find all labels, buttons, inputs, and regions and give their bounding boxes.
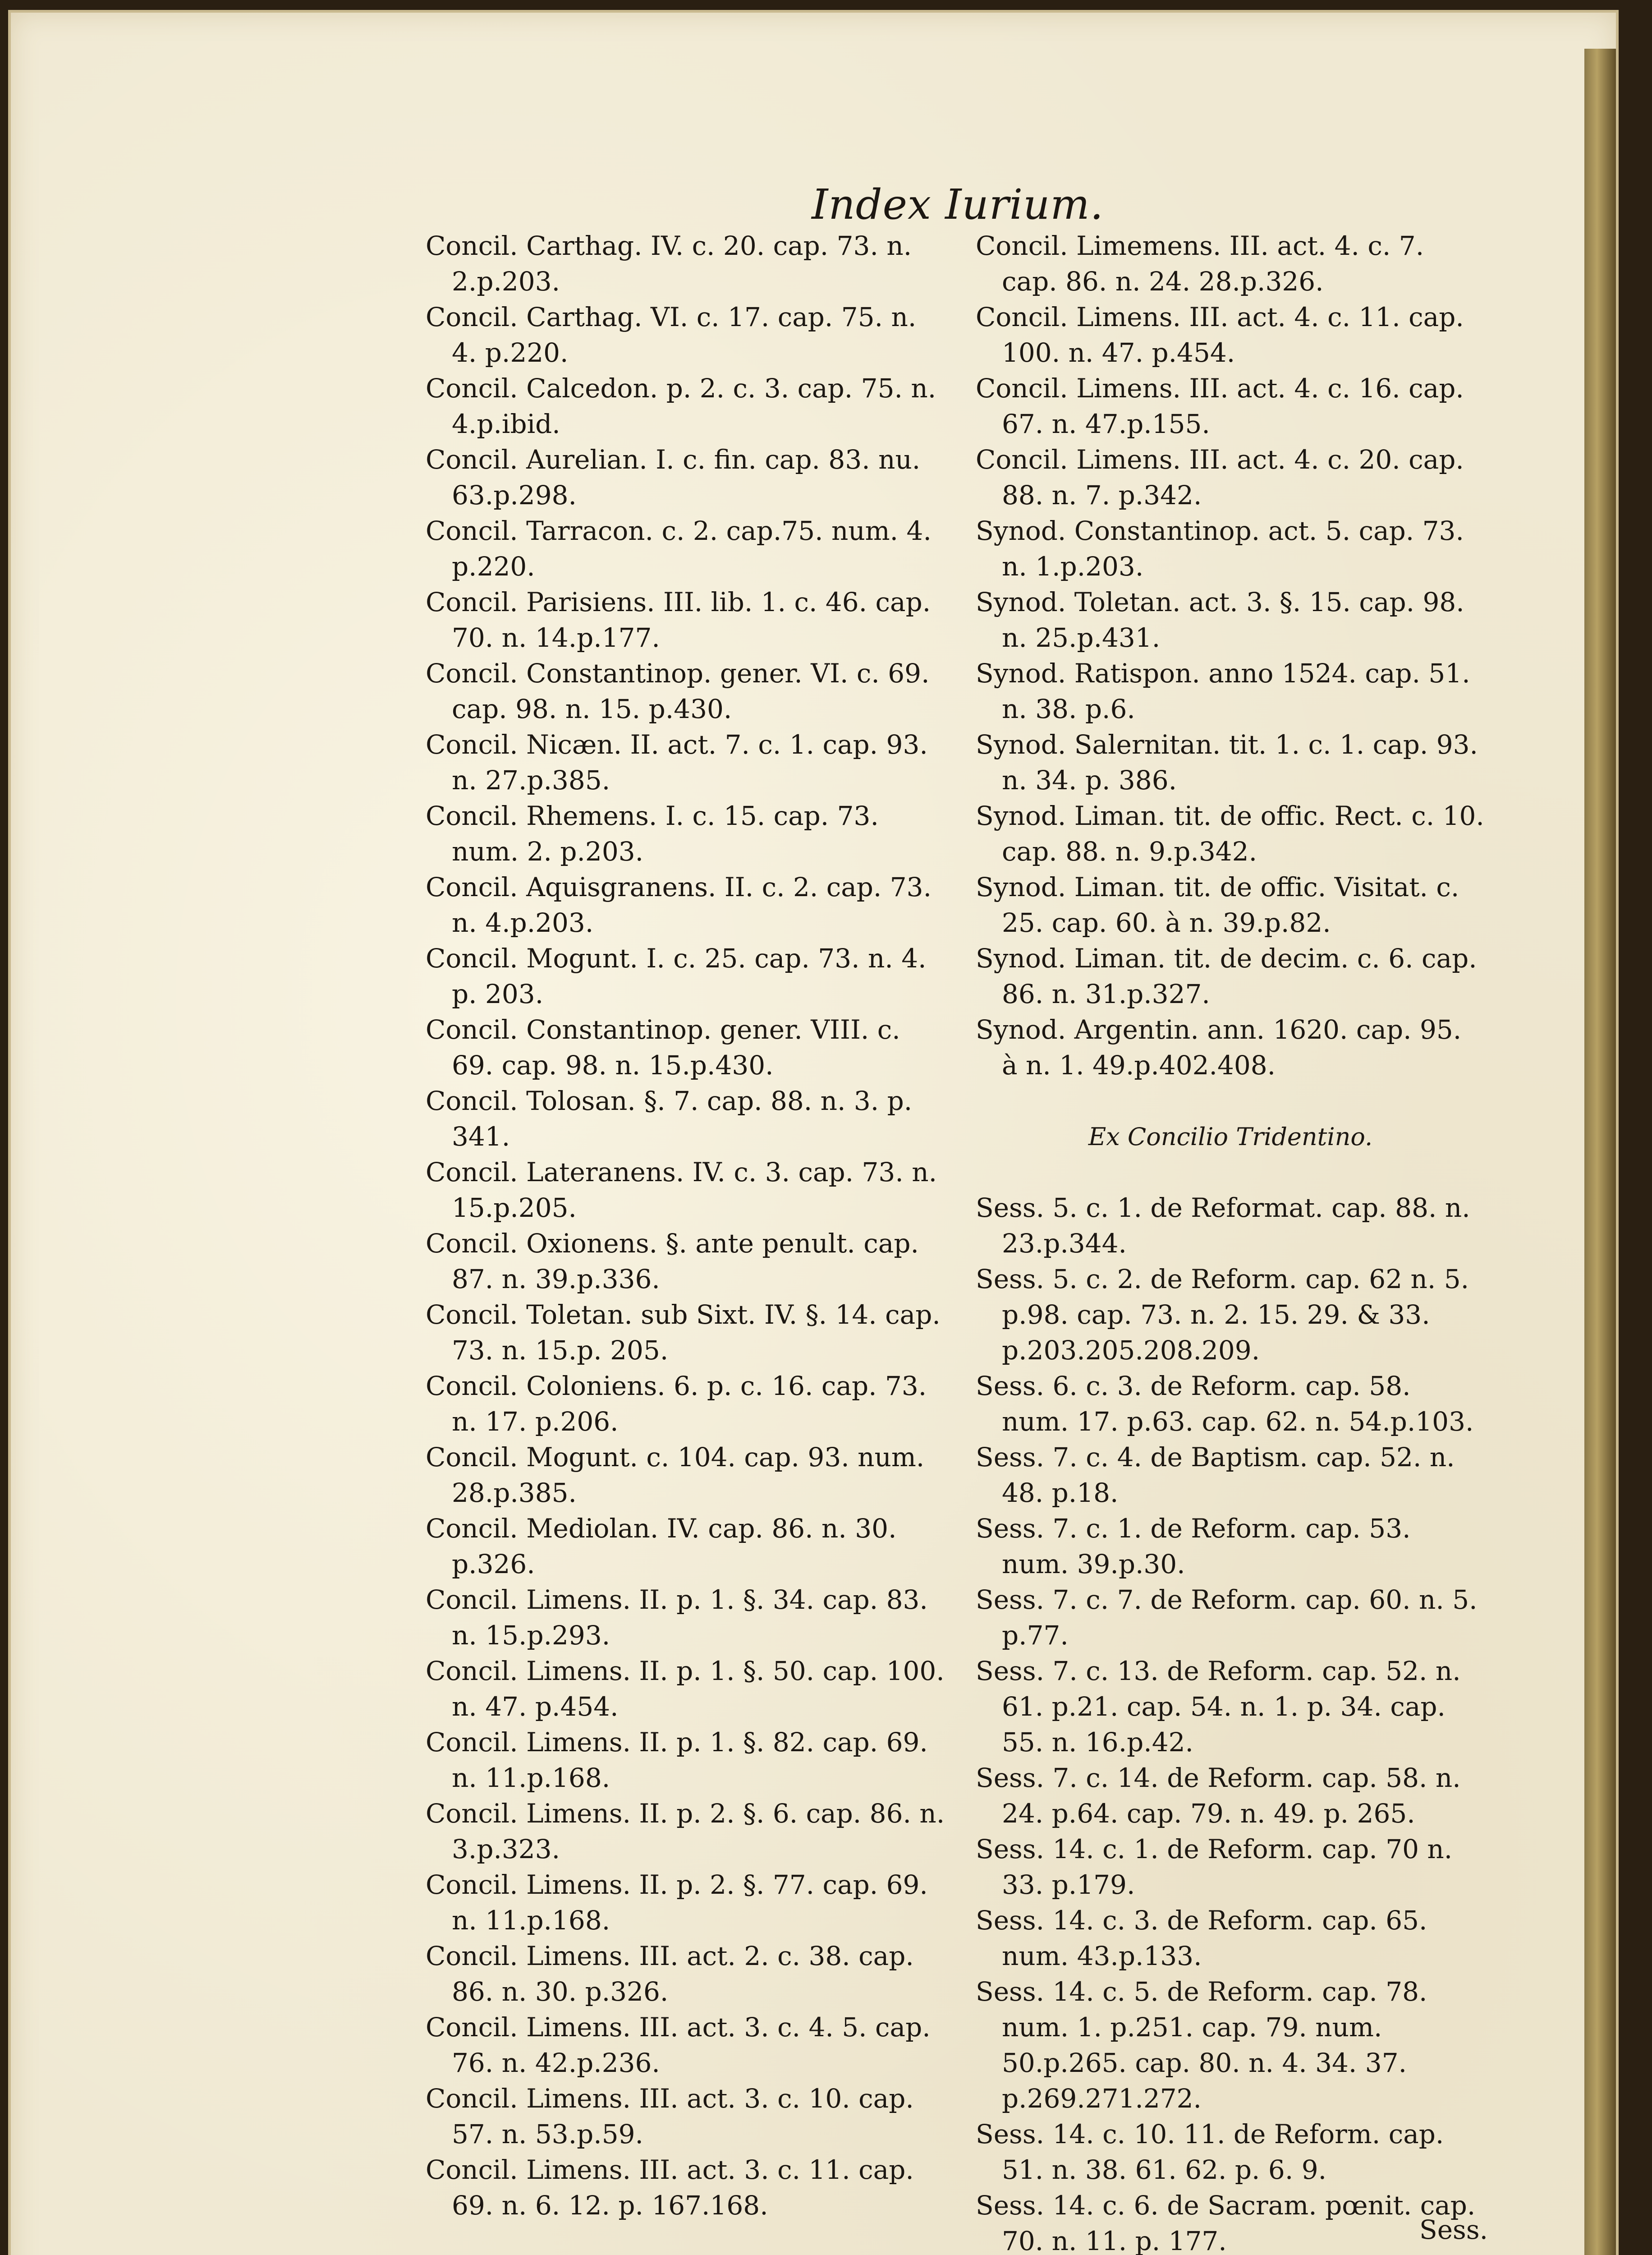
index-entry: Concil. Limens. III. act. 3. c. 11. cap. 69. n. 6. 12. p. 167.168. [426, 2154, 922, 2221]
index-entry: Sess. 7. c. 4. de Baptism. cap. 52. n. 48. p.18. [976, 1442, 1464, 1508]
index-entry: Concil. Carthag. IV. c. 20. cap. 73. n. 2.p.203. [426, 230, 920, 297]
index-entry: Sess. 5. c. 2. de Reform. cap. 62 n. 5. p.98. cap. 73. n. 2. 15. 29. & 33. p.203.205.208.209. [976, 1264, 1478, 1366]
index-entry: Sess. 7. c. 7. de Reform. cap. 60. n. 5. p.77. [976, 1584, 1486, 1651]
index-entry: Synod. Liman. tit. de offic. Visitat. c. 25. cap. 60. à n. 39.p.82. [976, 872, 1468, 938]
book-page [8, 10, 1619, 2255]
index-entry: Synod. Liman. tit. de offic. Rect. c. 10. cap. 88. n. 9.p.342. [976, 801, 1493, 867]
index-entry: Concil. Limens. II. p. 1. §. 50. cap. 100. n. 47. p.454. [426, 1656, 953, 1722]
running-head: Index Iurium. [812, 180, 1104, 229]
index-entry: Sess. 6. c. 3. de Reform. cap. 58. num. 17. p.63. cap. 62. n. 54.p.103. [976, 1371, 1474, 1437]
catchword: Sess. [1419, 2214, 1488, 2245]
index-entry: Sess. 14. c. 10. 11. de Reform. cap. 51. n. 38. 61. 62. p. 6. 9. [976, 2119, 1452, 2185]
index-entry: Synod. Ratispon. anno 1524. cap. 51. n. 38. p.6. [976, 658, 1479, 724]
section-heading: Ex Concilio Tridentino. [1088, 1123, 1373, 1151]
index-entry: Sess. 14. c. 1. de Reform. cap. 70 n. 33. p.179. [976, 1834, 1461, 1900]
index-entry: Sess. 7. c. 1. de Reform. cap. 53. num. 39.p.30. [976, 1513, 1419, 1579]
index-entry: Concil. Tarracon. c. 2. cap.75. num. 4. p.220. [426, 515, 940, 582]
index-entry: Synod. Toletan. act. 3. §. 15. cap. 98. n. 25.p.431. [976, 587, 1473, 653]
index-entry: Sess. 14. c. 5. de Reform. cap. 78. num. 1. p.251. cap. 79. num. 50.p.265. cap. 80. n. 4. 34. 37. p.269.271.272. [976, 1976, 1436, 2114]
index-entry: Concil. Parisiens. III. lib. 1. c. 46. cap. 70. n. 14.p.177. [426, 587, 939, 653]
index-entry: Sess. 7. c. 14. de Reform. cap. 58. n. 24. p.64. cap. 79. n. 49. p. 265. [976, 1763, 1469, 1829]
index-entry: Sess. 14. c. 3. de Reform. cap. 65. num. 43.p.133. [976, 1905, 1436, 1971]
index-entry: Concil. Rhemens. I. c. 15. cap. 73. num. 2. p.203. [426, 801, 887, 867]
index-entry: Concil. Constantinop. gener. VI. c. 69. cap. 98. n. 15. p.430. [426, 658, 938, 724]
index-entry: Concil. Limens. III. act. 3. c. 10. cap. 57. n. 53.p.59. [426, 2083, 922, 2149]
index-entry: Concil. Nicæn. II. act. 7. c. 1. cap. 93. n. 27.p.385. [426, 729, 936, 796]
index-entry: Concil. Limens. II. p. 2. §. 6. cap. 86. n. 3.p.323. [426, 1798, 953, 1864]
index-entry: Concil. Mogunt. c. 104. cap. 93. num. 28.p.385. [426, 1442, 933, 1508]
index-entry: Concil. Tolosan. §. 7. cap. 88. n. 3. p. 341. [426, 1086, 921, 1152]
index-entry: Concil. Aquisgranens. II. c. 2. cap. 73. n. 4.p.203. [426, 872, 940, 938]
index-entry: Concil. Mogunt. I. c. 25. cap. 73. n. 4. p. 203. [426, 943, 935, 1009]
index-entry: Concil. Calcedon. p. 2. c. 3. cap. 75. n. 4.p.ibid. [426, 373, 945, 439]
index-entry: Sess. 7. c. 13. de Reform. cap. 52. n. 61. p.21. cap. 54. n. 1. p. 34. cap. 55. n. 16.p.42. [976, 1656, 1469, 1758]
index-entry: Concil. Aurelian. I. c. fin. cap. 83. nu. 63.p.298. [426, 444, 929, 511]
page-edge [1584, 49, 1616, 2255]
index-entry: Concil. Limens. II. p. 1. §. 34. cap. 83. n. 15.p.293. [426, 1584, 936, 1651]
index-entry: Concil. Limens. III. act. 4. c. 11. cap. 100. n. 47. p.454. [976, 302, 1473, 368]
index-entry: Concil. Limens. II. p. 1. §. 82. cap. 69. n. 11.p.168. [426, 1727, 936, 1793]
index-entry: Concil. Limemens. III. act. 4. c. 7. cap. 86. n. 24. 28.p.326. [976, 230, 1432, 297]
index-entry: Concil. Limens. III. act. 2. c. 38. cap. 86. n. 30. p.326. [426, 1941, 922, 2007]
index-entry: Concil. Coloniens. 6. p. c. 16. cap. 73. n. 17. p.206. [426, 1371, 935, 1437]
left-column [426, 228, 953, 2223]
index-entry: Concil. Carthag. VI. c. 17. cap. 75. n. 4. p.220. [426, 302, 925, 368]
index-entry: Concil. Lateranens. IV. c. 3. cap. 73. n. 15.p.205. [426, 1157, 945, 1223]
index-entry: Concil. Mediolan. IV. cap. 86. n. 30. p.326. [426, 1513, 905, 1579]
index-entry: Concil. Toletan. sub Sixt. IV. §. 14. cap. 73. n. 15.p. 205. [426, 1299, 949, 1366]
index-entry: Synod. Liman. tit. de decim. c. 6. cap. 86. n. 31.p.327. [976, 943, 1486, 1009]
index-entry: Sess. 5. c. 1. de Reformat. cap. 88. n. 23.p.344. [976, 1192, 1479, 1259]
index-entry: Synod. Salernitan. tit. 1. c. 1. cap. 93. n. 34. p. 386. [976, 729, 1487, 796]
index-entry: Sess. 14. c. 6. de Sacram. pœnit. cap. 70. n. 11. p. 177. [976, 2190, 1484, 2255]
index-entry: Concil. Oxionens. §. ante penult. cap. 87. n. 39.p.336. [426, 1228, 927, 1294]
index-entry: Concil. Limens. III. act. 3. c. 4. 5. cap. 76. n. 42.p.236. [426, 2012, 939, 2078]
index-entry: Synod. Constantinop. act. 5. cap. 73. n. 1.p.203. [976, 515, 1473, 582]
index-entry: Concil. Limens. II. p. 2. §. 77. cap. 69. n. 11.p.168. [426, 1869, 936, 1936]
index-entry: Concil. Limens. III. act. 4. c. 16. cap. 67. n. 47.p.155. [976, 373, 1473, 439]
index-entry: Concil. Limens. III. act. 4. c. 20. cap. 88. n. 7. p.342. [976, 444, 1473, 511]
right-column [976, 228, 1493, 2255]
index-entry: Synod. Argentin. ann. 1620. cap. 95. à n. 1. 49.p.402.408. [976, 1014, 1470, 1081]
index-entry: Concil. Constantinop. gener. VIII. c. 69. cap. 98. n. 15.p.430. [426, 1014, 909, 1081]
